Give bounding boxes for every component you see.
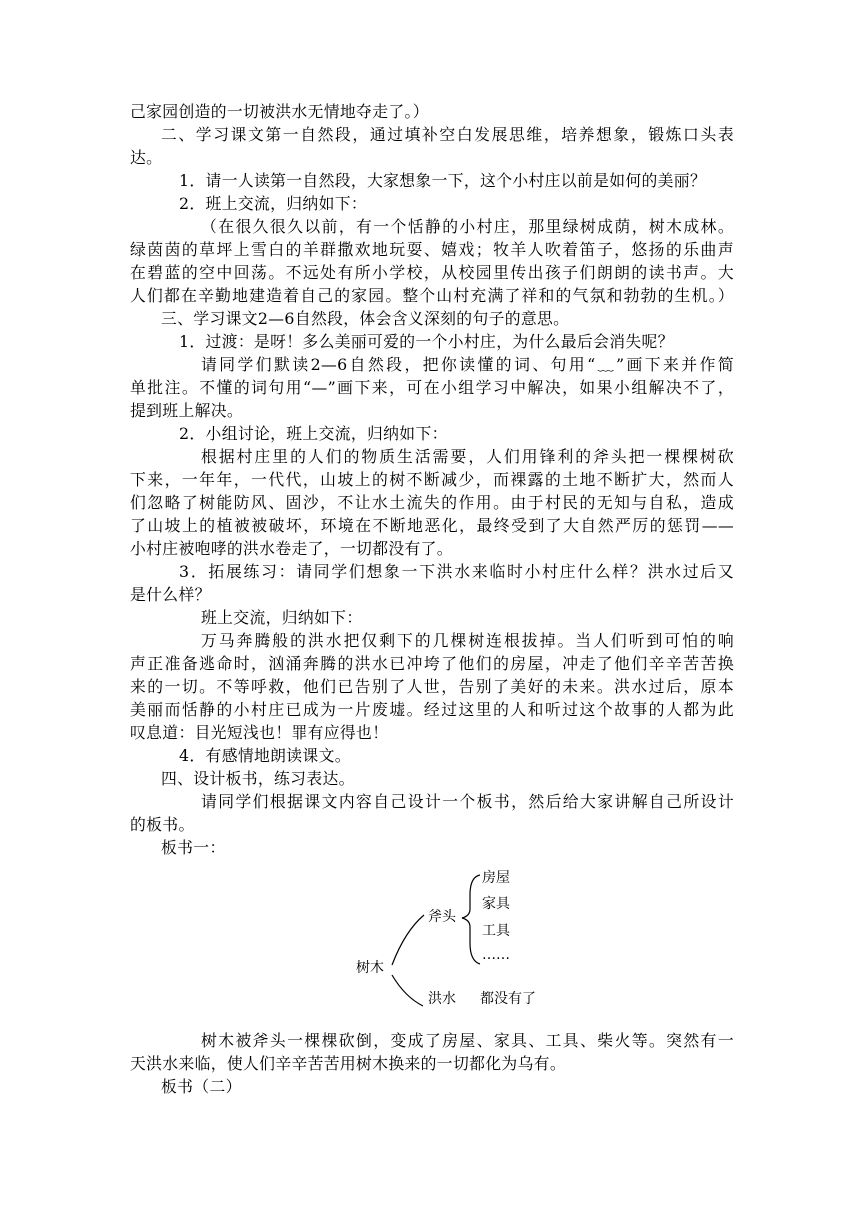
section-heading: 二、学习课文第一自然段，通过填补空白发展思维，培养想象，锻炼口头表 (161, 125, 734, 144)
diagram-branch-flood: 洪水 (428, 991, 456, 1007)
text-line: （在很久很久以前，有一个恬静的小村庄，那里绿树成荫，树木成林。 (201, 217, 734, 236)
diagram-result: 都没有了 (480, 991, 536, 1007)
flood-branch-line (392, 975, 423, 1006)
diagram-branch-axe: 斧头 (428, 909, 456, 925)
text-line: 请同学们根据课文内容自己设计一个板书，然后给大家讲解自己所设计 (201, 792, 734, 811)
list-item: 4．有感情地朗读课文。 (179, 746, 351, 765)
diagram-item: …… (482, 947, 510, 963)
diagram-item: 工具 (482, 923, 510, 939)
text-line: 下来，一年年，一代代，山坡上的树不断减少，而裸露的土地不断扩大，然而人 (130, 470, 734, 489)
text-line: 达。 (130, 148, 163, 167)
text-line: 人们都在辛勤地建造着自己的家园。整个山村充满了祥和的气氛和勃勃的生机。） (130, 286, 734, 305)
list-item: 2．班上交流，归纳如下： (179, 194, 368, 213)
text-line: 根据村庄里的人们的物质生活需要，人们用锋利的斧头把一棵棵树砍 (201, 447, 734, 466)
list-item: 3．拓展练习：请同学们想象一下洪水来临时小村庄什么样？洪水过后又 (179, 562, 734, 581)
text-line: 绿茵茵的草坪上雪白的羊群撒欢地玩耍、嬉戏；牧羊人吹着笛子，悠扬的乐曲声 (130, 240, 734, 259)
text-line: 的板书。 (130, 815, 195, 834)
items-brace (462, 875, 480, 964)
text-line: 美丽而恬静的小村庄已成为一片废墟。经过这里的人和听过这个故事的人都为此 (130, 700, 734, 719)
text-line: 声正准备逃命时，汹涌奔腾的洪水已冲垮了他们的房屋，冲走了他们辛辛苦苦换 (130, 654, 734, 673)
text-line: 提到班上解决。 (130, 401, 244, 420)
section-heading: 三、学习课文2—6自然段，体会含义深刻的句子的意思。 (161, 309, 570, 328)
diagram-item: 房屋 (482, 870, 510, 886)
list-item: 2．小组讨论，班上交流，归纳如下： (179, 424, 448, 443)
text-line: 在碧蓝的空中回荡。不远处有所小学校，从校园里传出孩子们朗朗的读书声。大 (130, 263, 734, 282)
text-line: 万马奔腾般的洪水把仅剩下的几棵树连根拔掉。当人们听到可怕的响 (201, 631, 734, 650)
board-heading: 板书一： (161, 838, 226, 857)
text-line: 单批注。不懂的词句用“—”画下来，可在小组学习中解决，如果小组解决不了， (130, 378, 734, 397)
document-page (130, 100, 734, 1098)
text-line: 小村庄被咆哮的洪水卷走了，一切都没有了。 (130, 539, 453, 558)
text-line: 班上交流，归纳如下： (201, 608, 363, 627)
diagram-root: 树木 (356, 960, 384, 976)
section-heading: 四、设计板书，练习表达。 (161, 769, 355, 788)
list-item: 1．请一人读第一自然段，大家想象一下，这个小村庄以前是如何的美丽？ (179, 171, 707, 190)
text-line: 来的一切。不等呼救，他们已告别了人世，告别了美好的未来。洪水过后，原本 (130, 677, 734, 696)
axe-branch-line (392, 915, 424, 965)
text-line: 们忽略了树能防风、固沙，不让水土流失的作用。由于村民的无知与自私，造成 (130, 493, 734, 512)
board-heading: 板书（二） (161, 1077, 242, 1096)
text-line: 己家园创造的一切被洪水无情地夺走了。） (130, 102, 429, 121)
diagram-item: 家具 (482, 896, 510, 912)
list-item: 1．过渡：是呀！多么美丽可爱的一个小村庄，为什么最后会消失呢？ (179, 332, 674, 351)
text-line: 请同学们默读2—6自然段，把你读懂的词、句用“﹏”画下来并作简 (201, 355, 734, 374)
text-line: 树木被斧头一棵棵砍倒，变成了房屋、家具、工具、柴火等。突然有一 (201, 1031, 734, 1050)
text-line: 天洪水来临，使人们辛辛苦苦用树木换来的一切都化为乌有。 (130, 1054, 566, 1073)
text-line: 了山坡上的植被被破坏，环境在不断地恶化，最终受到了大自然严厉的惩罚—— (130, 516, 734, 535)
text-line: 叹息道：目光短浅也！罪有应得也！ (130, 723, 389, 742)
board-diagram (130, 863, 734, 1023)
text-line: 是什么样？ (130, 585, 211, 604)
